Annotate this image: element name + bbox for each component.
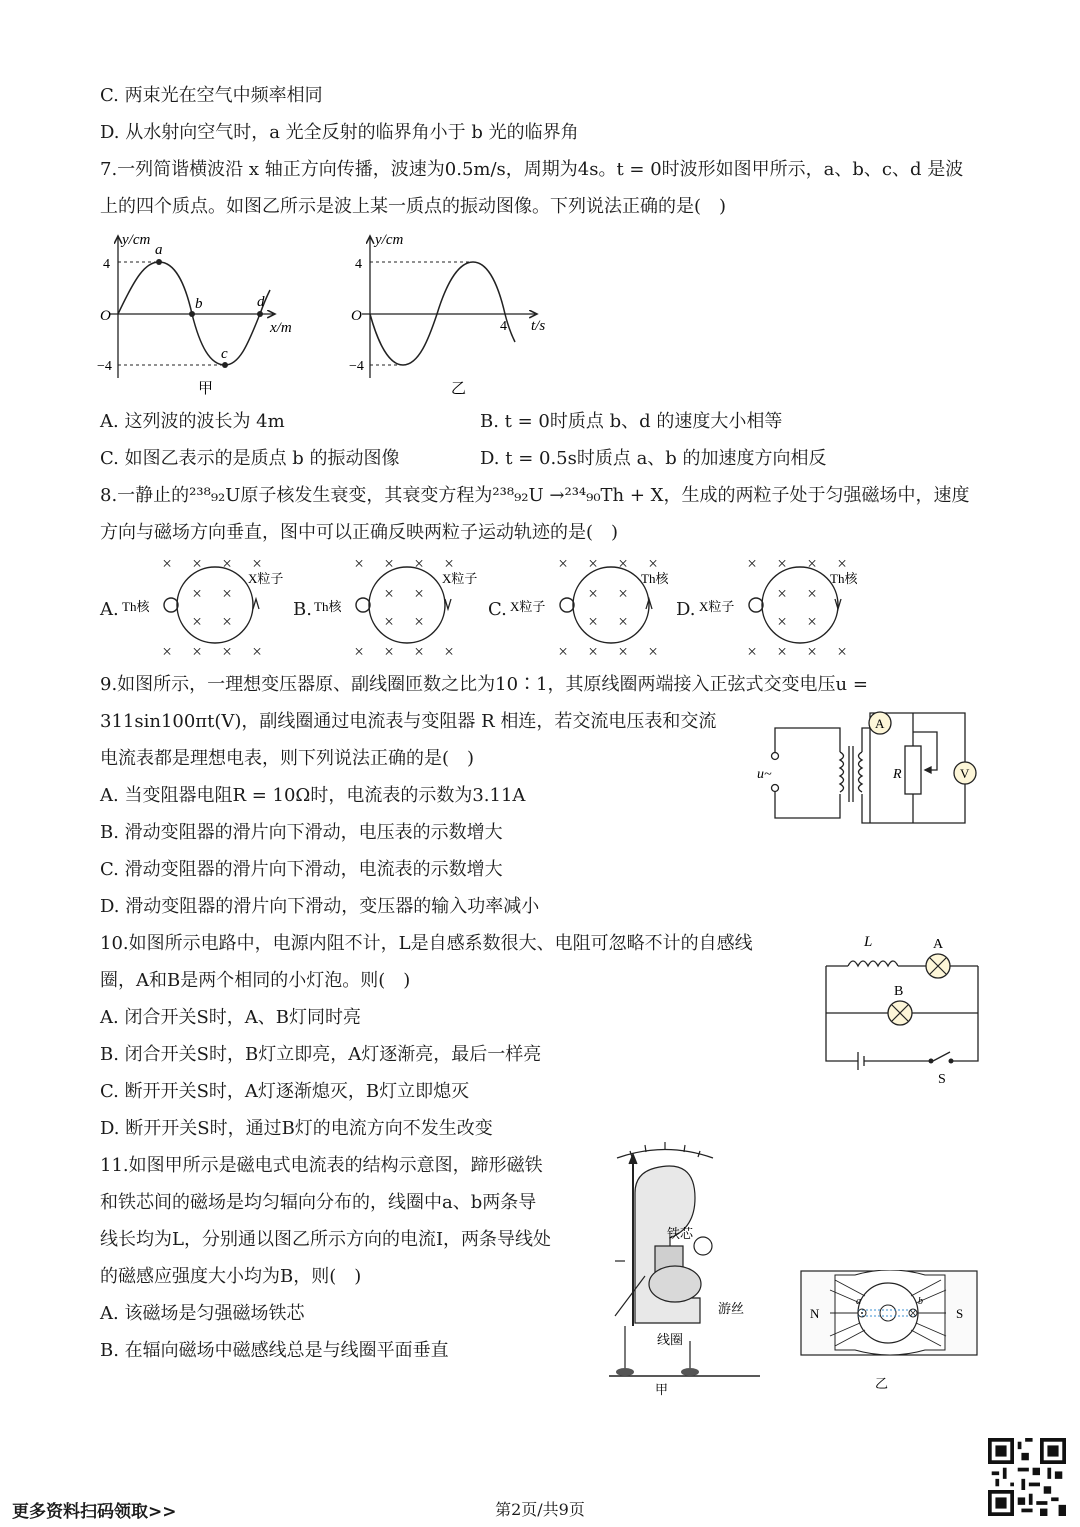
svg-text:×: ×: [807, 612, 817, 631]
footer-more-resources[interactable]: 更多资料扫码领取>>: [12, 1502, 177, 1522]
voltmeter-label: V: [960, 766, 970, 781]
page-number: 第2页/共9页: [495, 1500, 585, 1519]
q6-option-d: D. 从水射向空气时，a 光全反射的临界角小于 b 光的临界角: [100, 122, 579, 143]
q7a-xlabel: x/m: [270, 320, 292, 336]
lamp-a-label: A: [933, 937, 944, 952]
q8-option-d-label: D.: [676, 599, 696, 620]
q10-option-b: B. 闭合开关S时，B灯立即亮，A灯逐渐亮，最后一样亮: [100, 1044, 542, 1065]
svg-text:×: ×: [777, 554, 787, 573]
q7-stem-line1: 7.一列简谐横波沿 x 轴正方向传播，波速为0.5m/s，周期为4s。t = 0时波形如图甲所示，a、b、c、d 是波: [100, 159, 964, 180]
svg-text:×: ×: [807, 584, 817, 603]
svg-text:×: ×: [618, 612, 628, 631]
svg-text:×: ×: [444, 642, 454, 661]
q8-stem-line1: 8.一静止的²³⁸₉₂U原子核发生衰变，其衰变方程为²³⁸₉₂U →²³⁴₉₀Th + X，生成的两粒子处于匀强磁场中，速度: [100, 485, 970, 506]
svg-text:×: ×: [837, 642, 847, 661]
th-label: Th核: [641, 571, 669, 586]
wire-a-label: a: [856, 1296, 861, 1307]
qr-code-icon[interactable]: [988, 1438, 1066, 1516]
q7a-caption: 甲: [198, 381, 214, 397]
svg-text:×: ×: [162, 642, 172, 661]
q10-stem-line2: 圈，A和B是两个相同的小灯泡。则( ): [100, 970, 411, 991]
q11-stem-line1: 11.如图甲所示是磁电式电流表的结构示意图，蹄形磁铁: [100, 1155, 543, 1176]
svg-text:×: ×: [777, 584, 787, 603]
ammeter-label: A: [875, 716, 885, 731]
q9-option-d: D. 滑动变阻器的滑片向下滑动，变压器的输入功率减小: [100, 896, 540, 917]
q8-option-c-diagram: [508, 553, 683, 663]
svg-text:×: ×: [618, 642, 628, 661]
svg-text:×: ×: [837, 554, 847, 573]
q7-option-d: D. t = 0.5s时质点 a、b 的加速度方向相反: [480, 448, 827, 469]
svg-text:×: ×: [747, 554, 757, 573]
svg-text:×: ×: [222, 612, 232, 631]
svg-text:×: ×: [192, 612, 202, 631]
q9-option-a: A. 当变阻器电阻R = 10Ω时，电流表的示数为3.11A: [100, 785, 526, 806]
q8-option-b-label: B.: [293, 599, 312, 620]
q7-wave-graph-jia: [95, 228, 325, 408]
th-label: Th核: [314, 599, 342, 614]
svg-text:×: ×: [588, 612, 598, 631]
south-pole-label: S: [956, 1306, 964, 1321]
q9-option-b: B. 滑动变阻器的滑片向下滑动，电压表的示数增大: [100, 822, 503, 843]
q11-stem-line2: 和铁芯间的磁场是均匀辐向分布的，线圈中a、b两条导: [100, 1192, 537, 1213]
svg-text:×: ×: [414, 612, 424, 631]
q7a-point-d: d: [257, 294, 265, 310]
svg-text:×: ×: [384, 642, 394, 661]
svg-text:×: ×: [618, 554, 628, 573]
switch-label: S: [938, 1072, 946, 1087]
q8-option-b-diagram: [312, 553, 492, 663]
x-label: X粒子: [248, 571, 284, 586]
q7b-y-neg: −4: [349, 359, 364, 374]
q11-galvanometer-structure-jia: [595, 1136, 770, 1396]
svg-text:×: ×: [558, 642, 568, 661]
q11-option-b: B. 在辐向磁场中磁感线总是与线圈平面垂直: [100, 1340, 449, 1361]
resistor-label: R: [893, 767, 902, 782]
q7-option-c: C. 如图乙表示的是质点 b 的振动图像: [100, 448, 400, 469]
q10-inductor-circuit: [818, 928, 988, 1088]
q7b-t4: 4: [500, 319, 507, 334]
coil-label: 线圈: [657, 1332, 684, 1347]
q7a-point-c: c: [221, 346, 228, 362]
q7a-point-a: a: [155, 242, 163, 258]
q10-option-d: D. 断开开关S时，通过B灯的电流方向不发生改变: [100, 1118, 493, 1139]
q7b-origin: O: [351, 308, 362, 324]
q7-vibration-graph-yi: [345, 228, 565, 408]
svg-text:×: ×: [777, 612, 787, 631]
svg-text:×: ×: [777, 642, 787, 661]
q8-option-a-diagram: [120, 553, 290, 663]
wire-b-label: b: [918, 1296, 923, 1307]
svg-text:×: ×: [648, 554, 658, 573]
q7-option-b: B. t = 0时质点 b、d 的速度大小相等: [480, 411, 783, 432]
svg-text:×: ×: [444, 554, 454, 573]
q7a-origin: O: [100, 308, 111, 324]
th-label: Th核: [830, 571, 858, 586]
svg-text:×: ×: [384, 554, 394, 573]
svg-text:×: ×: [588, 584, 598, 603]
q7-stem-line2: 上的四个质点。如图乙所示是波上某一质点的振动图像。下列说法正确的是( ): [100, 196, 727, 217]
svg-text:×: ×: [414, 584, 424, 603]
north-pole-label: N: [810, 1306, 820, 1321]
q7a-ylabel: y/cm: [122, 232, 151, 248]
svg-text:×: ×: [192, 642, 202, 661]
q7b-ylabel: y/cm: [375, 232, 404, 248]
q6-option-c: C. 两束光在空气中频率相同: [100, 85, 323, 106]
svg-text:×: ×: [162, 554, 172, 573]
source-label: u~: [757, 767, 772, 782]
fig-yi-caption: 乙: [875, 1376, 889, 1391]
q7a-y-pos: 4: [103, 257, 110, 272]
x-label: X粒子: [510, 599, 546, 614]
q7b-y-pos: 4: [355, 257, 362, 272]
q11-stem-line4: 的磁感应强度大小均为B，则( ): [100, 1266, 362, 1287]
svg-text:×: ×: [222, 584, 232, 603]
svg-text:×: ×: [558, 554, 568, 573]
svg-text:×: ×: [588, 554, 598, 573]
th-label: Th核: [122, 599, 150, 614]
q7b-caption: 乙: [451, 381, 467, 397]
q11-stem-line3: 线长均为L，分别通以图乙所示方向的电流I，两条导线处: [100, 1229, 552, 1250]
svg-text:×: ×: [192, 584, 202, 603]
q7-option-a: A. 这列波的波长为 4m: [100, 411, 285, 432]
x-label: X粒子: [442, 571, 478, 586]
svg-text:×: ×: [222, 642, 232, 661]
q11-option-a: A. 该磁场是匀强磁场铁芯: [100, 1303, 305, 1324]
svg-text:×: ×: [414, 554, 424, 573]
q9-stem-line3: 电流表都是理想电表，则下列说法正确的是( ): [100, 748, 475, 769]
q7b-xlabel: t/s: [531, 318, 546, 334]
svg-text:×: ×: [618, 584, 628, 603]
svg-text:×: ×: [414, 642, 424, 661]
q7a-point-b: b: [195, 296, 203, 312]
lamp-b-label: B: [894, 984, 904, 999]
fig-jia-caption: 甲: [655, 1382, 669, 1396]
svg-text:×: ×: [384, 584, 394, 603]
svg-text:×: ×: [252, 554, 262, 573]
x-label: X粒子: [699, 599, 735, 614]
svg-text:×: ×: [747, 642, 757, 661]
svg-text:×: ×: [252, 642, 262, 661]
svg-text:×: ×: [354, 642, 364, 661]
q9-stem-line1: 9.如图所示，一理想变压器原、副线圈匝数之比为10∶1，其原线圈两端接入正弦式交变电压u =: [100, 674, 868, 695]
svg-text:×: ×: [807, 642, 817, 661]
q8-option-c-label: C.: [488, 599, 507, 620]
q8-option-a-label: A.: [100, 599, 119, 620]
inductor-label: L: [864, 934, 873, 950]
q11-radial-field-yi: [800, 1270, 980, 1395]
core-label: 铁芯: [667, 1226, 694, 1241]
q10-option-a: A. 闭合开关S时，A、B灯同时亮: [100, 1007, 361, 1028]
spring-label: 游丝: [718, 1301, 745, 1316]
svg-text:×: ×: [588, 642, 598, 661]
svg-text:×: ×: [384, 612, 394, 631]
q7a-y-neg: −4: [97, 359, 112, 374]
q10-option-c: C. 断开开关S时，A灯逐渐熄灭，B灯立即熄灭: [100, 1081, 470, 1102]
q8-option-d-diagram: [697, 553, 872, 663]
q9-transformer-circuit: [755, 708, 980, 833]
svg-text:×: ×: [222, 554, 232, 573]
svg-text:×: ×: [648, 642, 658, 661]
svg-text:×: ×: [807, 554, 817, 573]
q10-stem-line1: 10.如图所示电路中，电源内阻不计，L是自感系数很大、电阻可忽略不计的自感线: [100, 933, 753, 954]
q9-option-c: C. 滑动变阻器的滑片向下滑动，电流表的示数增大: [100, 859, 503, 880]
q8-stem-line2: 方向与磁场方向垂直，图中可以正确反映两粒子运动轨迹的是( ): [100, 522, 619, 543]
svg-text:×: ×: [192, 554, 202, 573]
svg-text:×: ×: [354, 554, 364, 573]
q9-stem-line2: 311sin100πt(V)，副线圈通过电流表与变阻器 R 相连，若交流电压表和交流: [100, 711, 717, 732]
